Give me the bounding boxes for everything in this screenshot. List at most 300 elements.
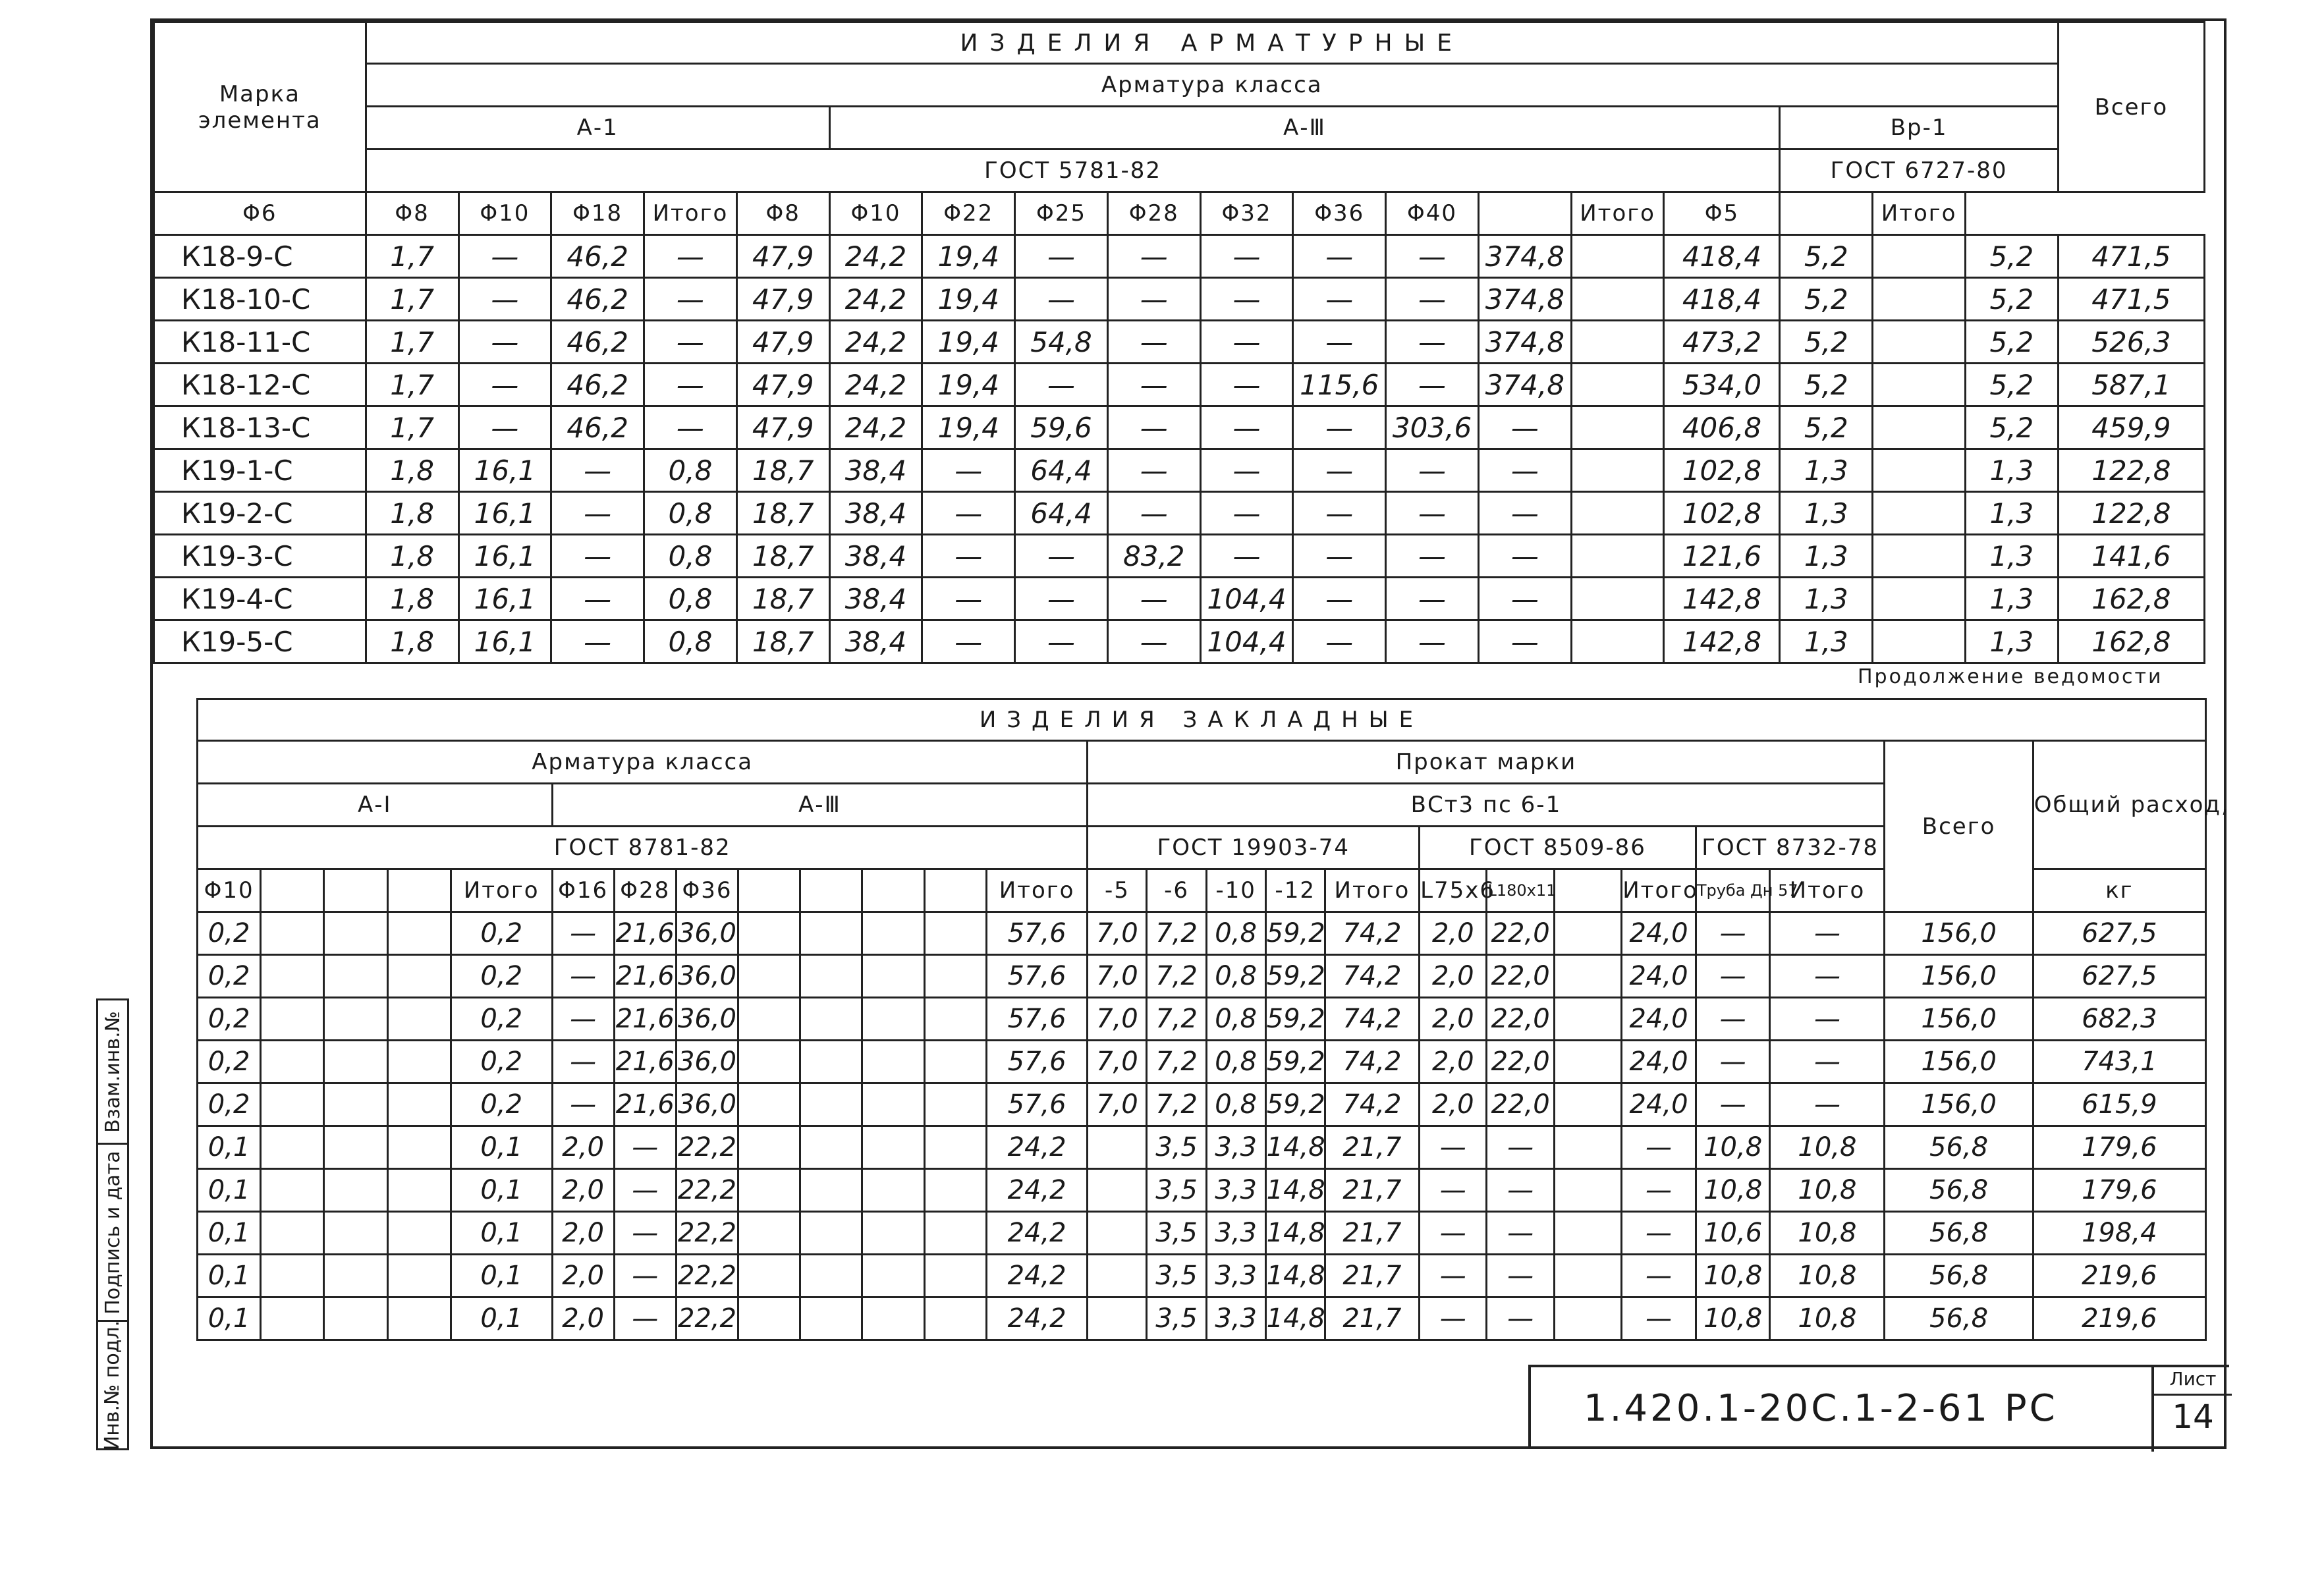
reinforcement-row [154,406,2205,449]
table-cell: — [1293,492,1386,535]
table-cell: 141,6 [2058,535,2204,578]
table-cell: 3,5 [1147,1126,1206,1169]
table-cell: — [922,535,1015,578]
table-cell: 38,4 [829,449,922,492]
reinforcement-col-header: Φ18 [551,192,644,235]
table-cell: 627,5 [2033,912,2205,955]
reinforcement-col-header: Φ28 [1107,192,1200,235]
table-cell: 21,6 [614,1083,676,1126]
table-cell: 5,2 [1965,278,2058,321]
embedded-col-header: -12 [1265,869,1325,912]
table-cell [1554,1126,1621,1169]
table-cell: — [1293,449,1386,492]
table-cell: — [1478,492,1571,535]
table-cell [738,998,800,1041]
table-cell: 24,0 [1622,1083,1696,1126]
reinforcement-col-header: Φ5 [1664,192,1780,235]
reinforcement-col-header: Φ6 [154,192,366,235]
table-cell [738,1041,800,1083]
table-cell [1571,278,1664,321]
table-cell: 46,2 [551,406,644,449]
table-cell: 0,2 [198,912,261,955]
table-cell [738,1297,800,1340]
table-cell: — [458,406,551,449]
table-cell: — [1015,364,1108,406]
table-cell: — [1107,321,1200,364]
table-cell [387,912,451,955]
table-cell: 24,2 [829,406,922,449]
table-cell: 1,8 [366,620,458,663]
table-cell: 0,8 [644,449,737,492]
table-cell: 156,0 [1885,912,2033,955]
table-cell: 24,2 [829,278,922,321]
table-cell: — [1386,535,1479,578]
element-mark: К18-13-С [154,406,366,449]
table-cell: 104,4 [1200,620,1293,663]
table-cell: 38,4 [829,492,922,535]
table-cell: 14,8 [1265,1255,1325,1297]
element-mark: К19-4-С [154,578,366,620]
embedded-col-header: Итого [1770,869,1885,912]
table-cell: — [1386,278,1479,321]
table-cell: 0,8 [644,578,737,620]
table-cell: 219,6 [2033,1297,2205,1340]
side-cell-replace [98,1000,127,1145]
side-cell-sign [98,1145,127,1322]
table-cell [324,998,387,1041]
table-cell [800,955,862,998]
table-cell: 22,2 [676,1126,738,1169]
gost-19903: ГОСТ 19903-74 [1088,827,1420,869]
element-mark: К18-11-С [154,321,366,364]
side-label-inv: Инв.№ подл. [101,1320,124,1450]
table-cell: 3,3 [1206,1297,1265,1340]
table-cell: 374,8 [1478,364,1571,406]
table-cell: 0,1 [198,1126,261,1169]
embedded-class-a1: А-I [198,784,553,827]
table-cell: — [1487,1297,1554,1340]
table-cell [738,1212,800,1255]
table-cell: 83,2 [1107,535,1200,578]
table-cell: 16,1 [458,620,551,663]
table-cell [800,1255,862,1297]
table-cell: — [1622,1126,1696,1169]
table-cell [1554,1083,1621,1126]
table-cell: 1,3 [1780,535,1873,578]
table-cell: 21,7 [1325,1126,1419,1169]
table-cell: — [551,620,644,663]
table-cell: — [1487,1169,1554,1212]
table-cell: 7,2 [1147,912,1206,955]
embedded-col-header: -10 [1206,869,1265,912]
prokat-header: Прокат марки [1088,741,1885,784]
table-cell: — [1107,578,1200,620]
gost-vr-header: ГОСТ 6727-80 [1780,150,2058,192]
table-cell [387,1126,451,1169]
reinforcement-table [153,21,2205,664]
table-cell [924,1041,986,1083]
table-cell: — [1487,1255,1554,1297]
side-cell-inv [98,1322,127,1448]
table-cell [261,1297,324,1340]
table-cell: 64,4 [1015,492,1108,535]
sheet-label: Лист [2154,1365,2232,1396]
table-cell: 0,2 [451,912,552,955]
table-cell: 24,2 [829,235,922,278]
table-cell: — [458,364,551,406]
embedded-col-header: Труба Дн 57 [1696,869,1770,912]
table-cell [738,1169,800,1212]
table-cell: 473,2 [1664,321,1780,364]
embedded-row [198,1255,2206,1297]
table-cell: — [644,364,737,406]
table-cell [324,955,387,998]
table-cell: 0,2 [198,1083,261,1126]
table-cell: 1,7 [366,364,458,406]
table-cell: 3,3 [1206,1212,1265,1255]
table-cell: 179,6 [2033,1126,2205,1169]
table-cell: 18,7 [736,578,829,620]
table-cell: 3,3 [1206,1255,1265,1297]
table-cell: 74,2 [1325,1083,1419,1126]
table-cell: 7,0 [1088,955,1147,998]
table-cell: 46,2 [551,364,644,406]
reinforcement-col-header: Итого [1571,192,1664,235]
table-cell [1571,578,1664,620]
table-cell: 22,0 [1487,1041,1554,1083]
embedded-armatura-header: Арматура класса [198,741,1088,784]
table-cell: 47,9 [736,364,829,406]
table-cell: 122,8 [2058,492,2204,535]
table-cell: 104,4 [1200,578,1293,620]
table-cell: 142,8 [1664,578,1780,620]
table-cell: 24,0 [1622,998,1696,1041]
table-cell: 2,0 [1420,1041,1487,1083]
table-cell: 14,8 [1265,1297,1325,1340]
side-label-replace: Взам.инв.№ [101,1010,124,1133]
table-cell: 24,2 [986,1297,1088,1340]
table-cell: 5,2 [1965,364,2058,406]
reinforcement-row [154,578,2205,620]
table-cell: — [552,912,614,955]
table-cell [1873,406,1966,449]
table-cell [738,1083,800,1126]
table-cell: — [1015,235,1108,278]
table-cell: 1,3 [1780,449,1873,492]
table-cell: 22,0 [1487,998,1554,1041]
table-cell: — [1107,620,1200,663]
table-cell: — [614,1297,676,1340]
table-cell [387,998,451,1041]
table-cell: 74,2 [1325,955,1419,998]
table-cell: — [644,321,737,364]
table-cell: 459,9 [2058,406,2204,449]
table-cell: 418,4 [1664,235,1780,278]
table-cell: 47,9 [736,235,829,278]
table-cell: — [1478,535,1571,578]
table-cell: — [1107,364,1200,406]
table-cell: 64,4 [1015,449,1108,492]
table-cell: 24,2 [829,364,922,406]
reinforcement-row [154,449,2205,492]
embedded-row [198,955,2206,998]
reinforcement-row [154,321,2205,364]
table-cell: 3,5 [1147,1255,1206,1297]
table-cell: 59,2 [1265,1083,1325,1126]
table-cell: 5,2 [1780,278,1873,321]
table-cell: — [922,449,1015,492]
table-cell: — [1770,1041,1885,1083]
table-cell [862,912,924,955]
table-cell: 59,6 [1015,406,1108,449]
table-cell: — [1107,278,1200,321]
table-cell: 0,1 [451,1126,552,1169]
table-cell: — [1770,912,1885,955]
table-cell: 743,1 [2033,1041,2205,1083]
table-cell: 21,7 [1325,1169,1419,1212]
table-cell: — [1478,620,1571,663]
reinforcement-row [154,535,2205,578]
table-cell [1873,620,1966,663]
table-cell [800,1212,862,1255]
table-cell [862,1041,924,1083]
table-cell: 2,0 [1420,955,1487,998]
reinforcement-row [154,620,2205,663]
side-label-sign: Подпись и дата [101,1150,124,1315]
class-a3-header: А-Ⅲ [829,107,1780,150]
table-cell: 0,1 [451,1297,552,1340]
table-cell: 627,5 [2033,955,2205,998]
table-cell: — [1696,998,1770,1041]
table-cell [324,1212,387,1255]
table-cell: 2,0 [552,1212,614,1255]
table-cell: 5,2 [1965,321,2058,364]
table-cell: — [1293,321,1386,364]
table-cell: 2,0 [552,1169,614,1212]
reinforcement-col-header: Φ40 [1386,192,1479,235]
table-cell [1088,1255,1147,1297]
table-cell [1873,321,1966,364]
table-cell: 10,6 [1696,1212,1770,1255]
table-cell: — [1293,278,1386,321]
table-cell [1554,1297,1621,1340]
table-cell: 1,3 [1780,492,1873,535]
table-cell: 102,8 [1664,449,1780,492]
table-cell: 115,6 [1293,364,1386,406]
table-cell: 5,2 [1965,235,2058,278]
table-cell: 22,2 [676,1169,738,1212]
embedded-row [198,1041,2206,1083]
table-cell: — [1420,1212,1487,1255]
table-cell [800,1083,862,1126]
table-cell: 1,7 [366,278,458,321]
table-cell: 374,8 [1478,278,1571,321]
table-cell: — [922,620,1015,663]
class-a1-header: А-1 [366,107,829,150]
table-cell: — [1200,406,1293,449]
mark-header: Марка элемента [154,22,366,192]
table-cell: 5,2 [1780,235,1873,278]
table-cell [800,1126,862,1169]
table-cell [1554,998,1621,1041]
table-cell [1554,1041,1621,1083]
table-cell: — [458,278,551,321]
reinforcement-col-header [1780,192,1873,235]
table-cell: — [1015,535,1108,578]
table-cell: 1,3 [1965,449,2058,492]
table-cell: 59,2 [1265,912,1325,955]
table-cell: 7,2 [1147,998,1206,1041]
embedded-col-header: L75x6 [1420,869,1487,912]
table-cell [387,1212,451,1255]
embedded-col-header: Итого [986,869,1088,912]
table-cell: 0,8 [1206,998,1265,1041]
table-cell: 21,7 [1325,1255,1419,1297]
table-cell: 46,2 [551,278,644,321]
table-cell: 162,8 [2058,620,2204,663]
table-cell: — [614,1212,676,1255]
table-cell [1571,449,1664,492]
table-cell: 22,2 [676,1255,738,1297]
table-cell: 19,4 [922,406,1015,449]
table-cell: — [552,955,614,998]
table-cell: 219,6 [2033,1255,2205,1297]
table-cell: — [552,1041,614,1083]
table-cell: 0,8 [1206,955,1265,998]
sheet-box [2151,1365,2232,1452]
embedded-row [198,1083,2206,1126]
table-cell: — [1487,1126,1554,1169]
table-cell [261,1255,324,1297]
table-cell: — [1107,406,1200,449]
table-cell: 1,7 [366,406,458,449]
table-cell: — [1420,1297,1487,1340]
table-cell: 74,2 [1325,1041,1419,1083]
table-cell: 682,3 [2033,998,2205,1041]
embedded-col-header: Φ16 [552,869,614,912]
reinforcement-col-header: Итого [1873,192,1966,235]
table-cell: 14,8 [1265,1212,1325,1255]
embedded-col-header [261,869,324,912]
reinforcement-col-header: Φ32 [1200,192,1293,235]
table-cell: 2,0 [552,1255,614,1297]
element-mark: К18-10-С [154,278,366,321]
table-cell [387,1041,451,1083]
table-cell: — [1107,449,1200,492]
table-cell: 1,8 [366,492,458,535]
table-cell [324,1126,387,1169]
table-cell [924,912,986,955]
table-cell [738,1255,800,1297]
embedded-table [196,698,2230,1341]
table-cell [800,1041,862,1083]
table-cell [1571,364,1664,406]
table-cell: 10,8 [1696,1126,1770,1169]
unit-label: кг [2033,869,2205,912]
table-cell: 16,1 [458,449,551,492]
embedded-row [198,912,2206,955]
embedded-row [198,998,2206,1041]
table-cell [1554,1255,1621,1297]
table-cell [1554,1169,1621,1212]
embedded-col-header: Итого [1325,869,1419,912]
table-cell: 2,0 [1420,912,1487,955]
table-cell: 36,0 [676,998,738,1041]
table-cell: 10,8 [1770,1169,1885,1212]
table-cell: 1,3 [1780,620,1873,663]
reinforcement-row [154,278,2205,321]
table-cell: 1,7 [366,321,458,364]
table-cell: 22,2 [676,1212,738,1255]
table-cell: — [1200,492,1293,535]
table-cell: 374,8 [1478,321,1571,364]
table-cell [1571,492,1664,535]
table-cell: 57,6 [986,955,1088,998]
embedded-col-header [324,869,387,912]
table-cell: — [1622,1212,1696,1255]
table-cell [1088,1169,1147,1212]
table-cell: 10,8 [1770,1297,1885,1340]
armatura-class-header: Арматура класса [366,64,2058,107]
table-cell [862,1255,924,1297]
table-cell: — [1293,535,1386,578]
table-cell [924,998,986,1041]
table-cell: — [1200,364,1293,406]
embedded-col-header [800,869,862,912]
table-cell: — [1420,1126,1487,1169]
table-cell: 7,0 [1088,998,1147,1041]
table-cell: 3,5 [1147,1169,1206,1212]
table-cell: 7,2 [1147,955,1206,998]
reinforcement-row [154,492,2205,535]
table-cell: 5,2 [1780,406,1873,449]
table-cell [387,1255,451,1297]
table-cell: 0,2 [451,955,552,998]
table-cell [1554,1212,1621,1255]
table-cell: 24,2 [986,1255,1088,1297]
table-cell: 10,8 [1770,1126,1885,1169]
table-cell: 57,6 [986,1083,1088,1126]
table-cell: — [1015,278,1108,321]
table-cell: — [1293,578,1386,620]
table-cell: 1,8 [366,535,458,578]
element-mark: К18-9-С [154,235,366,278]
table-cell [1873,364,1966,406]
embedded-gost-a: ГОСТ 8781-82 [198,827,1088,869]
reinforcement-col-header: Φ36 [1293,192,1386,235]
table-cell [261,1169,324,1212]
side-stamp [96,998,129,1450]
table-cell: 122,8 [2058,449,2204,492]
table-cell: 16,1 [458,492,551,535]
table-cell: 156,0 [1885,1083,2033,1126]
table-cell: 38,4 [829,620,922,663]
table-cell [387,1297,451,1340]
table-cell: — [1478,578,1571,620]
table-cell: — [551,492,644,535]
embedded-col-header: Итого [1622,869,1696,912]
table-cell: 59,2 [1265,998,1325,1041]
table-cell [324,912,387,955]
table-cell: 156,0 [1885,1041,2033,1083]
table-cell: — [458,235,551,278]
table-cell: — [644,278,737,321]
table-cell: 0,8 [644,535,737,578]
table-cell [862,1169,924,1212]
table-cell: — [1386,620,1479,663]
table-cell: — [1622,1297,1696,1340]
table-cell [862,1126,924,1169]
